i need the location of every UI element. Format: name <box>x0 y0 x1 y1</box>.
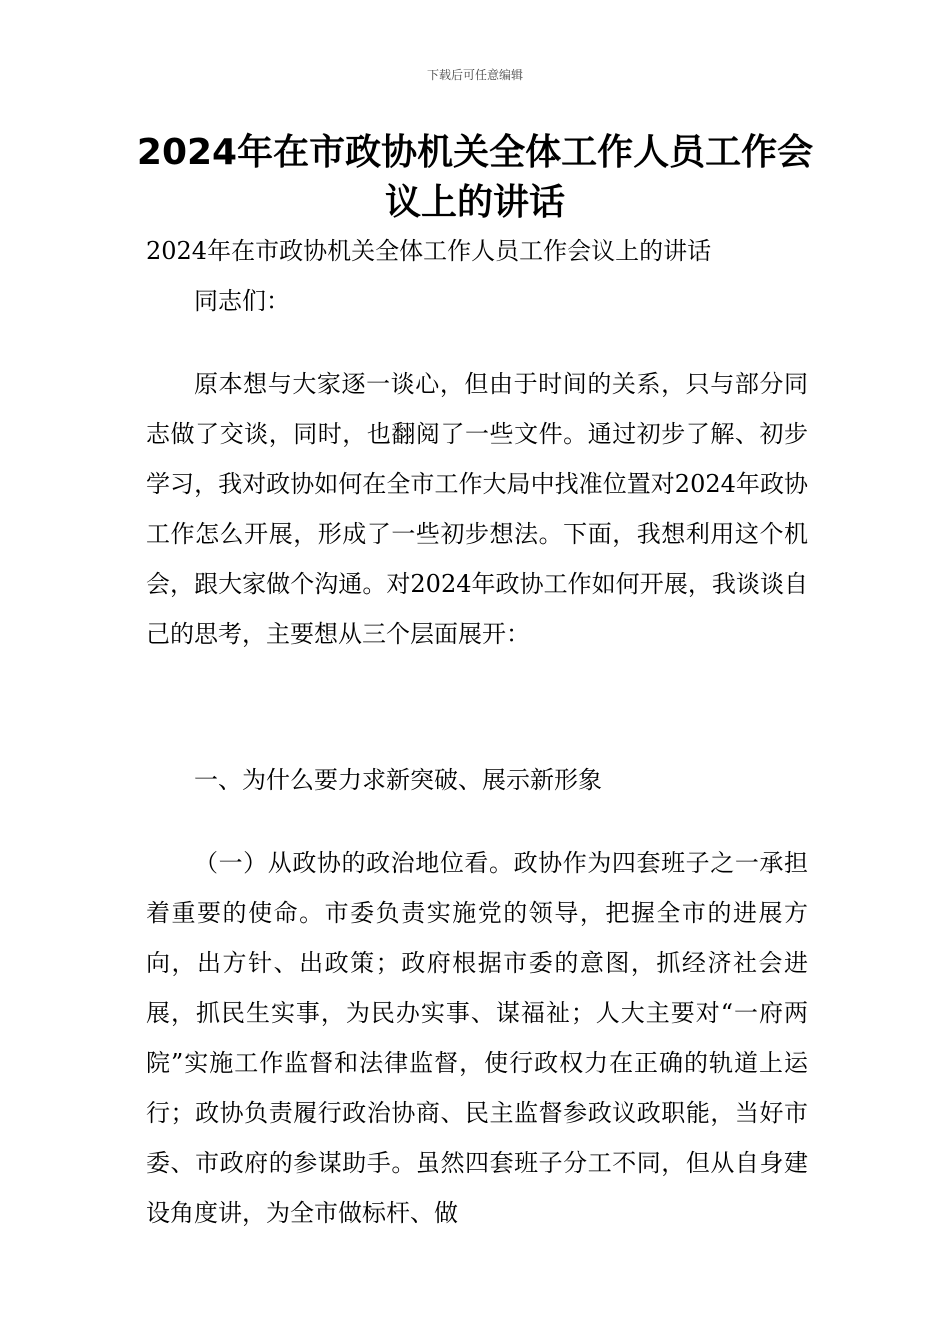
document-body <box>146 226 808 1238</box>
greeting-paragraph: 同志们： <box>194 287 290 315</box>
section-heading-1: 一、为什么要力求新突破、展示新形象 <box>194 766 602 794</box>
title-line-1: 2024年在市政协机关全体工作人员工作会 <box>136 132 814 173</box>
subtitle-paragraph: 2024年在市政协机关全体工作人员工作会议上的讲话 <box>146 237 712 265</box>
document-title <box>100 128 850 228</box>
intro-paragraph: 原本想与大家逐一谈心，但由于时间的关系，只与部分同志做了交谈，同时，也翻阅了一些文件。通过初步了解、初步学习，我对政协如何在全市工作大局中找准位置对2024年政协工作怎么开展，形成了一些初步想法。下面，我想利用这个机会，跟大家做个沟通。对2024年政协工作如何开展，我谈谈自己的思考，主要想从三个层面展开： <box>146 370 808 648</box>
header-note: 下载后可任意编辑 <box>426 68 523 82</box>
title-line-2: 议上的讲话 <box>384 182 565 223</box>
section-paragraph-1: （一）从政协的政治地位看。政协作为四套班子之一承担着重要的使命。市委负责实施党的领导，把握全市的进展方向，出方针、出政策；政府根据市委的意图，抓经济社会进展，抓民生实事，为民办实事、谋福祉；人大主要对“一府两院”实施工作监督和法律监督，使行政权力在正确的轨道上运行；政协负责履行政治协商、民主监督参政议政职能，当好市委、市政府的参谋助手。虽然四套班子分工不同，但从自身建设角度讲，为全市做标杆、做 <box>146 849 808 1227</box>
